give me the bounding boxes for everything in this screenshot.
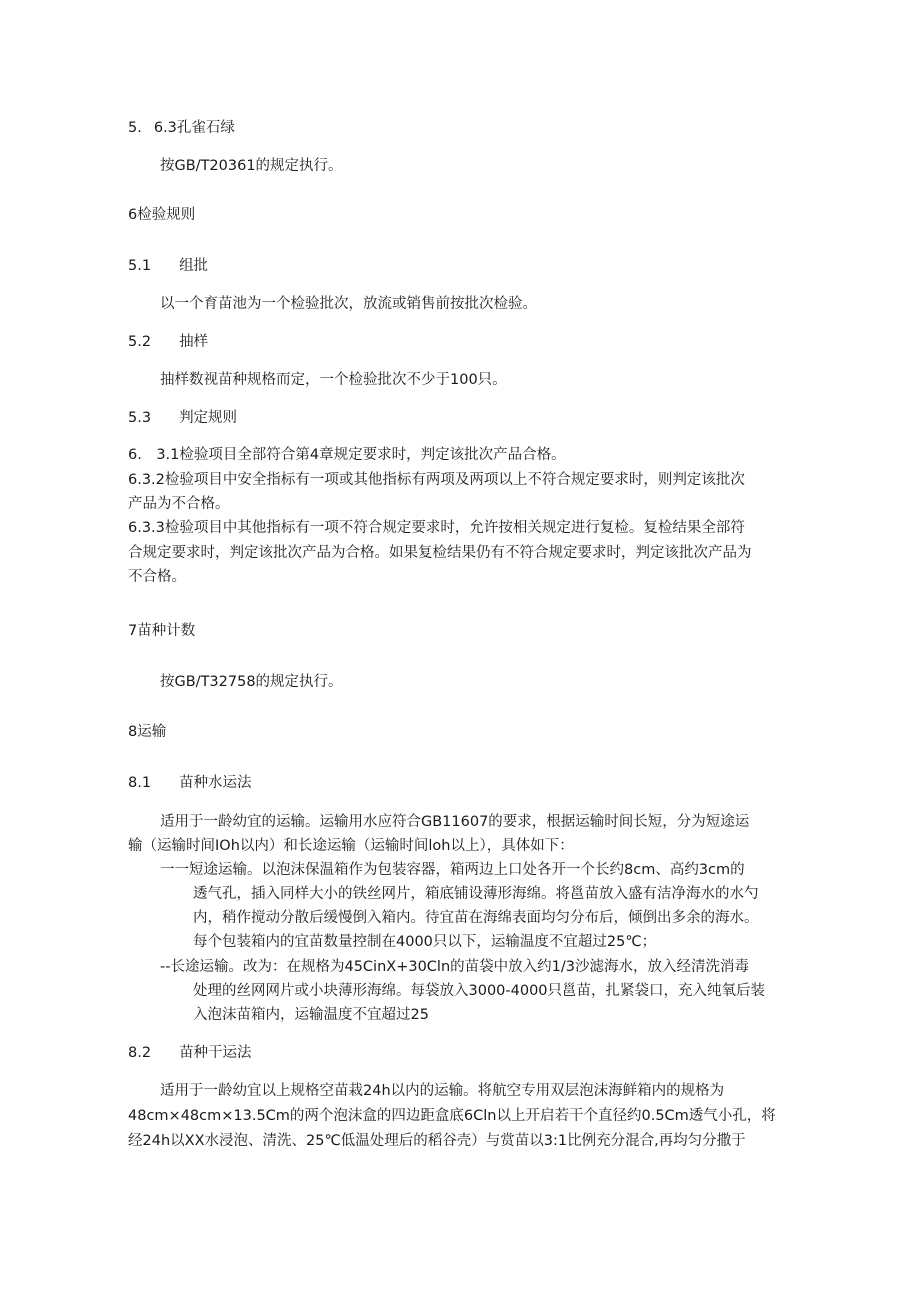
paragraph: 抽样数视苗种规格而定，一个检验批次不少于100只。: [160, 372, 507, 388]
section-number: 8.1: [128, 775, 152, 791]
section-heading-5-3: [128, 408, 237, 428]
text-line: 适用于一龄幼宜以上规格空苗栽24h以内的运输。将航空专用双层泡沫海鲜箱内的规格为: [160, 1083, 725, 1099]
text-line: 不合格。: [128, 569, 186, 585]
text-line: 6. 3.1检验项目全部符合第4章规定要求时，判定该批次产品合格。: [128, 447, 566, 463]
text-line: 适用于一龄幼宜的运输。运输用水应符合GB11607的要求，根据运输时间长短，分为短途运: [160, 814, 750, 830]
section-title: 苗种干运法: [179, 1045, 252, 1061]
text-line: 6.3.3检验项目中其他指标有一项不符合规定要求时，允许按相关规定进行复检。复检结果全部符: [128, 520, 745, 536]
section-number: 5.: [128, 120, 142, 136]
section-title: 苗种水运法: [179, 775, 252, 791]
text-line: 透气孔，插入同样大小的铁丝网片，箱底铺设薄形海绵。将邕苗放入盛有洁净海水的水勺: [193, 886, 759, 902]
section-number: 5.1: [128, 258, 152, 274]
text-line: 处理的丝网网片或小块薄形海绵。每袋放入3000-4000只邕苗，扎紧袋口，充入纯氧后装: [193, 983, 766, 999]
text-line: 6.3.2检验项目中安全指标有一项或其他指标有两项及两项以上不符合规定要求时，则判定该批次: [128, 472, 745, 488]
section-heading-7: 7苗种计数: [128, 623, 196, 639]
list-item-long-transport: --长途运输。改为：在规格为45CinX+30Cln的苗袋中放入约1/3沙滤海水，放入经清洗消毒: [160, 959, 749, 975]
text-line: 输（运输时间IOh以内）和长途运输（运输时间loh以上），具体如下：: [128, 838, 574, 854]
section-number: 8.2: [128, 1045, 152, 1061]
section-heading-6-3: [128, 118, 235, 138]
section-heading-8: 8运输: [128, 724, 167, 740]
paragraph: 以一个育苗池为一个检验批次，放流或销售前按批次检验。: [160, 296, 537, 312]
section-title: 6.3孔雀石绿: [153, 120, 235, 136]
text-line: 经24h以XX水浸泡、清洗、25℃低温处理后的稻谷壳）与赏苗以3:1比例充分混合,再均匀分撒于: [128, 1133, 746, 1149]
text-line: 产品为不合格。: [128, 496, 230, 512]
section-heading-8-2: [128, 1043, 252, 1063]
section-title: 抽样: [179, 334, 209, 350]
text-line: 入泡沫苗箱内，运输温度不宜超过25: [193, 1007, 429, 1023]
text-line: 每个包装箱内的宜苗数量控制在4000只以下，运输温度不宜超过25℃；: [193, 934, 657, 950]
section-title: 判定规则: [179, 410, 238, 426]
section-title: 组批: [179, 258, 209, 274]
section-number: 5.2: [128, 334, 152, 350]
paragraph: 按GB/T20361的规定执行。: [160, 158, 343, 174]
text-line: 48cm×48cm×13.5Cm的两个泡沫盒的四边距盒底6Cln以上开启若干个直径约0.5Cm透气小孔，将: [128, 1108, 776, 1124]
section-number: 5.3: [128, 410, 152, 426]
section-heading-5-2: [128, 332, 208, 352]
text-line: 内，稍作搅动分散后缓慢倒入箱内。待宜苗在海绵表面均匀分布后，倾倒出多余的海水。: [193, 910, 759, 926]
section-heading-6: 6检验规则: [128, 207, 196, 223]
section-heading-5-1: [128, 256, 208, 276]
list-item-short-transport: 一一短途运输。以泡沫保温箱作为包装容器，箱两边上口处各开一个长约8cm、高约3cm的: [160, 862, 745, 878]
section-heading-8-1: [128, 773, 252, 793]
paragraph: 按GB/T32758的规定执行。: [160, 674, 343, 690]
text-line: 合规定要求时，判定该批次产品为合格。如果复检结果仍有不符合规定要求时，判定该批次产品为: [128, 545, 752, 561]
